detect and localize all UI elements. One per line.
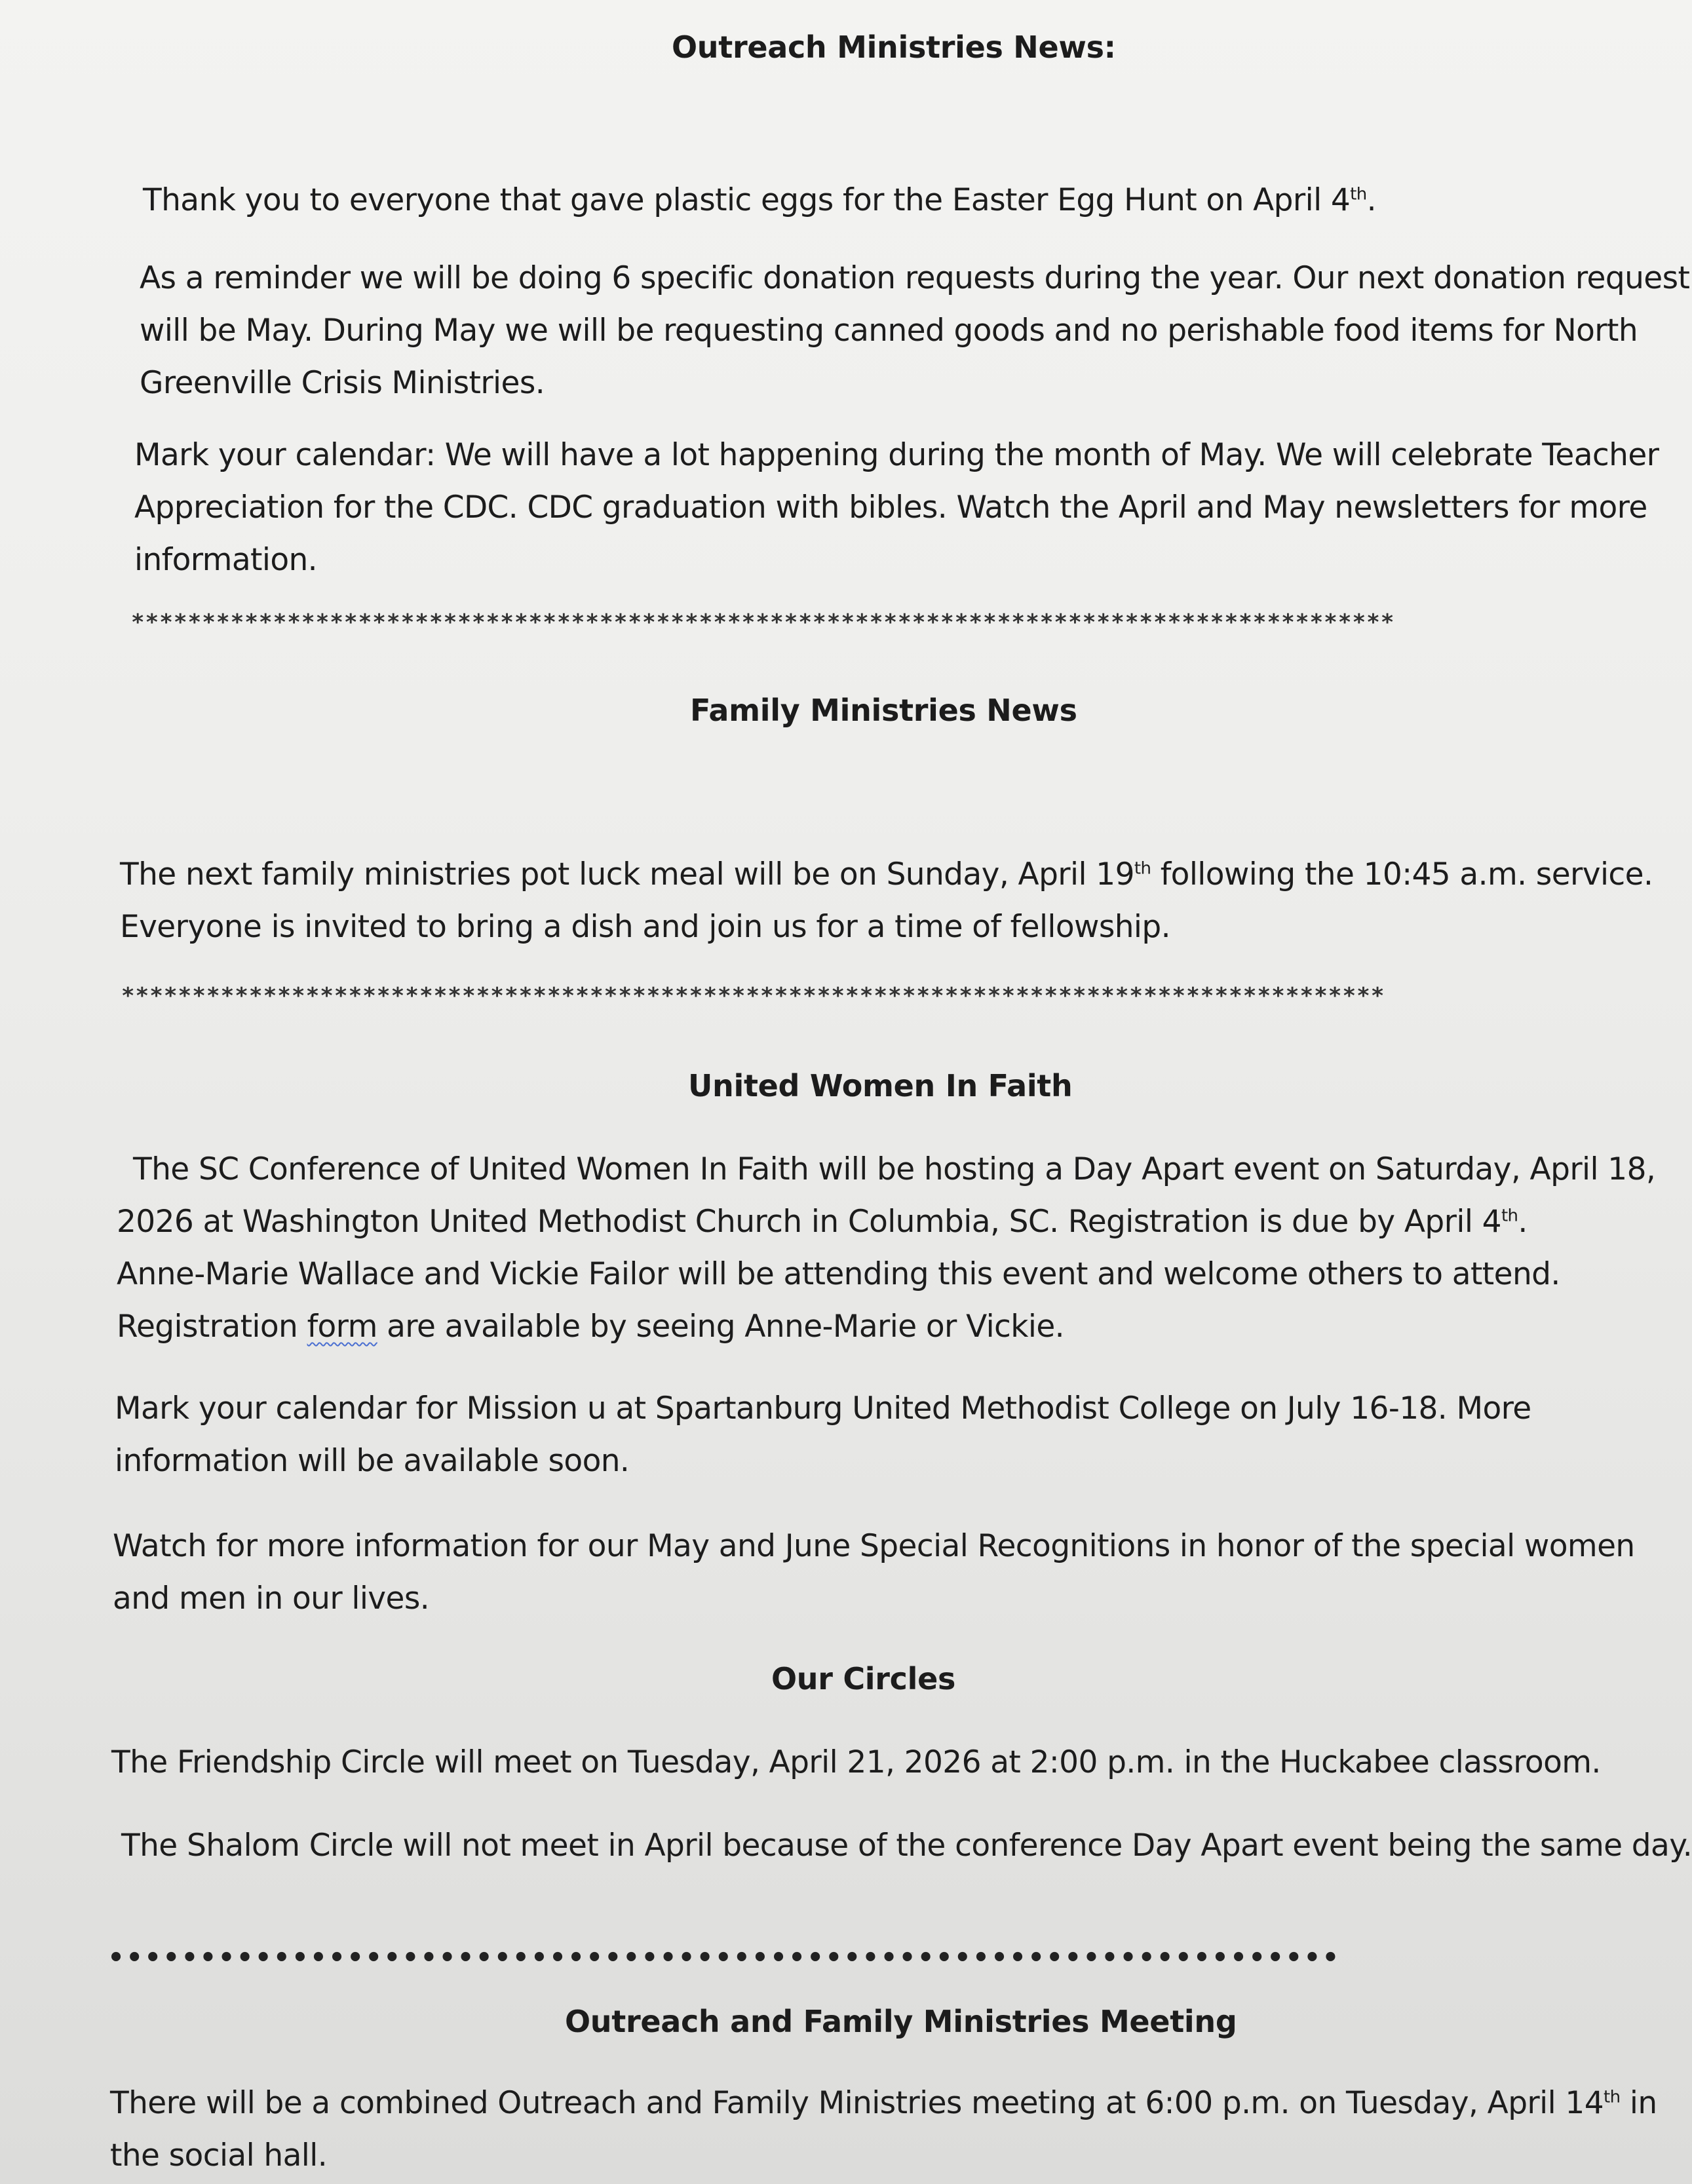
circles-shalom: The Shalom Circle will not meet in April because of the conference Day Apart event being the same day. xyxy=(121,1828,1692,1864)
outreach-heading: Outreach Ministries News: xyxy=(672,29,1116,65)
family-heading: Family Ministries News xyxy=(690,693,1077,728)
family-potluck: The next family ministries pot luck meal will be on Sunday, April 19th following the 10:45 a.m. service. Everyone is invited to bring a dish and join us for a time of fellowship. xyxy=(120,856,1653,945)
star-separator: ***************************************************************************************** xyxy=(121,983,1385,1009)
uwf-mission-u: Mark your calendar for Mission u at Spartanburg United Methodist College on July 16-18. More information will be available soon. xyxy=(115,1390,1531,1479)
outreach-egg-hunt-thanks: Thank you to everyone that gave plastic eggs for the Easter Egg Hunt on April 4th. xyxy=(143,182,1376,218)
star-separator: ***************************************************************************************** xyxy=(131,609,1395,636)
meeting-heading: Outreach and Family Ministries Meeting xyxy=(565,2004,1237,2039)
outreach-donation-reminder: As a reminder we will be doing 6 specific donation requests during the year. Our next donation request will be May. During May we will be requesting canned goods and no perishable food items for North Greenville Crisis Ministries. xyxy=(140,260,1690,401)
meeting-details: There will be a combined Outreach and Family Ministries meeting at 6:00 p.m. on Tuesday, April 14th in the social hall. xyxy=(110,2085,1657,2174)
uwf-heading: United Women In Faith xyxy=(688,1068,1073,1103)
dot-separator: ••••••••••••••••••••••••••••••••••••••••••••••••••••••••••••••••••• xyxy=(108,1943,1341,1973)
circles-heading: Our Circles xyxy=(771,1661,956,1696)
outreach-may-calendar: Mark your calendar: We will have a lot happening during the month of May. We will celebrate Teacher Appreciation for the CDC. CDC graduation with bibles. Watch the April and May newsletters for more information. xyxy=(134,437,1659,578)
uwf-special-recognitions: Watch for more information for our May and June Special Recognitions in honor of the special women and men in our lives. xyxy=(113,1528,1635,1617)
circles-friendship: The Friendship Circle will meet on Tuesday, April 21, 2026 at 2:00 p.m. in the Huckabee classroom. xyxy=(111,1744,1601,1780)
uwf-day-apart: The SC Conference of United Women In Faith will be hosting a Day Apart event on Saturday, April 18, 2026 at Washington United Methodist Church in Columbia, SC. Registration is due by April 4th. Anne-Marie Wallace and Vickie Failor will be attending this event and welcome others to attend. Registration form are available by seeing Anne-Marie or Vickie. xyxy=(117,1151,1656,1345)
